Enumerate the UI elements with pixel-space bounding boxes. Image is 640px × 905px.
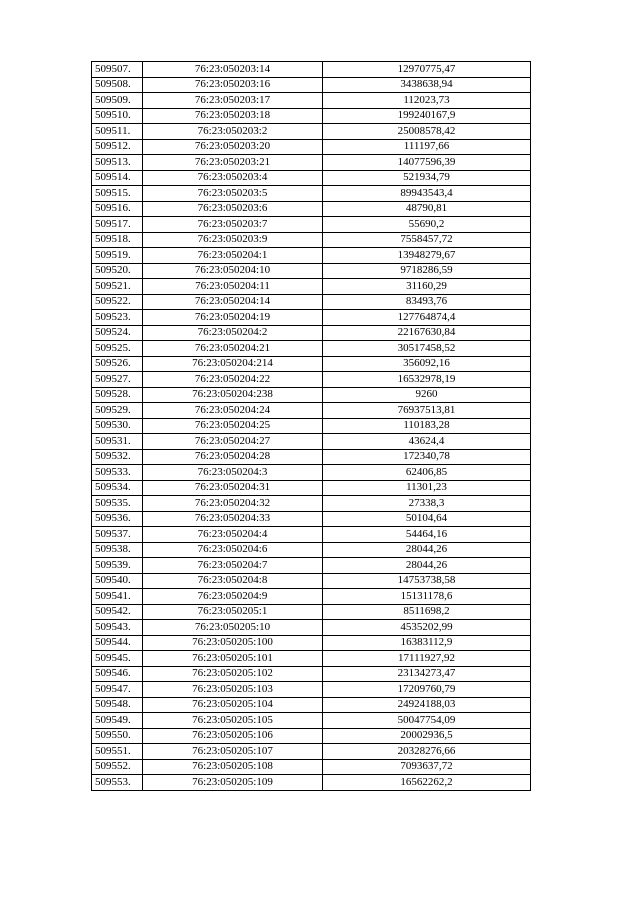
row-number-cell: 509511. — [92, 124, 143, 140]
table-row — [92, 697, 531, 713]
row-number-cell: 509542. — [92, 604, 143, 620]
row-number-cell: 509526. — [92, 356, 143, 372]
value-cell: 76937513,81 — [323, 403, 531, 419]
table-row — [92, 279, 531, 295]
cadastral-number-cell: 76:23:050205:106 — [143, 728, 323, 744]
cadastral-number-cell: 76:23:050204:238 — [143, 387, 323, 403]
value-cell: 16383112,9 — [323, 635, 531, 651]
table-row — [92, 387, 531, 403]
table-row — [92, 310, 531, 326]
cadastral-number-cell: 76:23:050203:17 — [143, 93, 323, 109]
value-cell: 521934,79 — [323, 170, 531, 186]
row-number-cell: 509537. — [92, 527, 143, 543]
table-row — [92, 573, 531, 589]
table-row — [92, 465, 531, 481]
cadastral-number-cell: 76:23:050204:21 — [143, 341, 323, 357]
table-row — [92, 666, 531, 682]
table-row — [92, 217, 531, 233]
table-row — [92, 620, 531, 636]
table-row — [92, 341, 531, 357]
row-number-cell: 509539. — [92, 558, 143, 574]
row-number-cell: 509549. — [92, 713, 143, 729]
row-number-cell: 509546. — [92, 666, 143, 682]
cadastral-number-cell: 76:23:050204:8 — [143, 573, 323, 589]
cadastral-number-cell: 76:23:050205:100 — [143, 635, 323, 651]
value-cell: 50104,64 — [323, 511, 531, 527]
value-cell: 17111927,92 — [323, 651, 531, 667]
cadastral-number-cell: 76:23:050205:102 — [143, 666, 323, 682]
value-cell: 43624,4 — [323, 434, 531, 450]
row-number-cell: 509510. — [92, 108, 143, 124]
row-number-cell: 509531. — [92, 434, 143, 450]
document-page — [91, 61, 530, 791]
row-number-cell: 509543. — [92, 620, 143, 636]
row-number-cell: 509509. — [92, 93, 143, 109]
row-number-cell: 509552. — [92, 759, 143, 775]
table-row — [92, 93, 531, 109]
value-cell: 28044,26 — [323, 558, 531, 574]
value-cell: 9718286,59 — [323, 263, 531, 279]
value-cell: 9260 — [323, 387, 531, 403]
value-cell: 62406,85 — [323, 465, 531, 481]
cadastral-number-cell: 76:23:050204:2 — [143, 325, 323, 341]
cadastral-number-cell: 76:23:050203:2 — [143, 124, 323, 140]
value-cell: 3438638,94 — [323, 77, 531, 93]
cadastral-number-cell: 76:23:050204:24 — [143, 403, 323, 419]
value-cell: 12970775,47 — [323, 62, 531, 78]
cadastral-number-cell: 76:23:050205:101 — [143, 651, 323, 667]
cadastral-number-cell: 76:23:050203:6 — [143, 201, 323, 217]
cadastral-number-cell: 76:23:050204:6 — [143, 542, 323, 558]
cadastral-number-cell: 76:23:050204:19 — [143, 310, 323, 326]
table-row — [92, 62, 531, 78]
table-row — [92, 248, 531, 264]
value-cell: 15131178,6 — [323, 589, 531, 605]
value-cell: 7558457,72 — [323, 232, 531, 248]
value-cell: 14077596,39 — [323, 155, 531, 171]
cadastral-number-cell: 76:23:050204:3 — [143, 465, 323, 481]
table-row — [92, 356, 531, 372]
cadastral-number-cell: 76:23:050203:20 — [143, 139, 323, 155]
row-number-cell: 509516. — [92, 201, 143, 217]
cadastral-number-cell: 76:23:050204:11 — [143, 279, 323, 295]
value-cell: 17209760,79 — [323, 682, 531, 698]
row-number-cell: 509518. — [92, 232, 143, 248]
cadastral-number-cell: 76:23:050203:7 — [143, 217, 323, 233]
table-row — [92, 558, 531, 574]
table-row — [92, 77, 531, 93]
table-body — [92, 62, 531, 791]
value-cell: 89943543,4 — [323, 186, 531, 202]
value-cell: 111197,66 — [323, 139, 531, 155]
row-number-cell: 509551. — [92, 744, 143, 760]
table-row — [92, 263, 531, 279]
cadastral-number-cell: 76:23:050204:33 — [143, 511, 323, 527]
row-number-cell: 509522. — [92, 294, 143, 310]
cadastral-number-cell: 76:23:050205:10 — [143, 620, 323, 636]
cadastral-number-cell: 76:23:050204:7 — [143, 558, 323, 574]
cadastral-number-cell: 76:23:050205:1 — [143, 604, 323, 620]
cadastral-number-cell: 76:23:050204:4 — [143, 527, 323, 543]
row-number-cell: 509535. — [92, 496, 143, 512]
row-number-cell: 509523. — [92, 310, 143, 326]
table-row — [92, 170, 531, 186]
value-cell: 16562262,2 — [323, 775, 531, 791]
table-row — [92, 201, 531, 217]
table-row — [92, 775, 531, 791]
cadastral-number-cell: 76:23:050205:103 — [143, 682, 323, 698]
row-number-cell: 509524. — [92, 325, 143, 341]
table-row — [92, 542, 531, 558]
table-row — [92, 635, 531, 651]
value-cell: 7093637,72 — [323, 759, 531, 775]
value-cell: 127764874,4 — [323, 310, 531, 326]
value-cell: 48790,81 — [323, 201, 531, 217]
value-cell: 22167630,84 — [323, 325, 531, 341]
row-number-cell: 509507. — [92, 62, 143, 78]
table-row — [92, 372, 531, 388]
table-row — [92, 449, 531, 465]
cadastral-number-cell: 76:23:050203:9 — [143, 232, 323, 248]
row-number-cell: 509534. — [92, 480, 143, 496]
value-cell: 356092,16 — [323, 356, 531, 372]
table-row — [92, 744, 531, 760]
table-row — [92, 232, 531, 248]
table-row — [92, 325, 531, 341]
table-row — [92, 511, 531, 527]
row-number-cell: 509519. — [92, 248, 143, 264]
value-cell: 50047754,09 — [323, 713, 531, 729]
table-row — [92, 527, 531, 543]
value-cell: 83493,76 — [323, 294, 531, 310]
value-cell: 28044,26 — [323, 542, 531, 558]
cadastral-number-cell: 76:23:050204:22 — [143, 372, 323, 388]
row-number-cell: 509527. — [92, 372, 143, 388]
cadastral-number-cell: 76:23:050205:105 — [143, 713, 323, 729]
table-row — [92, 651, 531, 667]
row-number-cell: 509508. — [92, 77, 143, 93]
row-number-cell: 509538. — [92, 542, 143, 558]
row-number-cell: 509550. — [92, 728, 143, 744]
value-cell: 55690,2 — [323, 217, 531, 233]
table-row — [92, 139, 531, 155]
value-cell: 4535202,99 — [323, 620, 531, 636]
table-row — [92, 728, 531, 744]
row-number-cell: 509530. — [92, 418, 143, 434]
row-number-cell: 509544. — [92, 635, 143, 651]
row-number-cell: 509515. — [92, 186, 143, 202]
row-number-cell: 509541. — [92, 589, 143, 605]
cadastral-number-cell: 76:23:050203:16 — [143, 77, 323, 93]
value-cell: 172340,78 — [323, 449, 531, 465]
table-row — [92, 480, 531, 496]
cadastral-number-cell: 76:23:050204:9 — [143, 589, 323, 605]
row-number-cell: 509521. — [92, 279, 143, 295]
table-row — [92, 604, 531, 620]
cadastral-number-cell: 76:23:050205:107 — [143, 744, 323, 760]
value-cell: 23134273,47 — [323, 666, 531, 682]
cadastral-number-cell: 76:23:050205:108 — [143, 759, 323, 775]
value-cell: 31160,29 — [323, 279, 531, 295]
table-row — [92, 589, 531, 605]
row-number-cell: 509548. — [92, 697, 143, 713]
table-row — [92, 713, 531, 729]
cadastral-number-cell: 76:23:050204:28 — [143, 449, 323, 465]
cadastral-number-cell: 76:23:050204:10 — [143, 263, 323, 279]
value-cell: 30517458,52 — [323, 341, 531, 357]
table-row — [92, 418, 531, 434]
value-cell: 54464,16 — [323, 527, 531, 543]
row-number-cell: 509512. — [92, 139, 143, 155]
row-number-cell: 509536. — [92, 511, 143, 527]
value-cell: 8511698,2 — [323, 604, 531, 620]
cadastral-number-cell: 76:23:050204:27 — [143, 434, 323, 450]
value-cell: 199240167,9 — [323, 108, 531, 124]
table-row — [92, 682, 531, 698]
row-number-cell: 509529. — [92, 403, 143, 419]
value-cell: 14753738,58 — [323, 573, 531, 589]
table-row — [92, 108, 531, 124]
row-number-cell: 509528. — [92, 387, 143, 403]
row-number-cell: 509545. — [92, 651, 143, 667]
value-cell: 11301,23 — [323, 480, 531, 496]
value-cell: 25008578,42 — [323, 124, 531, 140]
cadastral-number-cell: 76:23:050203:14 — [143, 62, 323, 78]
row-number-cell: 509532. — [92, 449, 143, 465]
table-row — [92, 186, 531, 202]
row-number-cell: 509533. — [92, 465, 143, 481]
cadastral-number-cell: 76:23:050203:4 — [143, 170, 323, 186]
cadastral-number-cell: 76:23:050204:25 — [143, 418, 323, 434]
value-cell: 16532978,19 — [323, 372, 531, 388]
cadastral-number-cell: 76:23:050203:18 — [143, 108, 323, 124]
value-cell: 24924188,03 — [323, 697, 531, 713]
value-cell: 112023,73 — [323, 93, 531, 109]
value-cell: 110183,28 — [323, 418, 531, 434]
cadastral-number-cell: 76:23:050205:104 — [143, 697, 323, 713]
table-row — [92, 496, 531, 512]
table-row — [92, 155, 531, 171]
row-number-cell: 509513. — [92, 155, 143, 171]
row-number-cell: 509540. — [92, 573, 143, 589]
cadastral-number-cell: 76:23:050204:14 — [143, 294, 323, 310]
row-number-cell: 509525. — [92, 341, 143, 357]
cadastral-number-cell: 76:23:050204:32 — [143, 496, 323, 512]
row-number-cell: 509520. — [92, 263, 143, 279]
cadastral-number-cell: 76:23:050204:214 — [143, 356, 323, 372]
cadastral-number-cell: 76:23:050205:109 — [143, 775, 323, 791]
value-cell: 20002936,5 — [323, 728, 531, 744]
cadastral-number-cell: 76:23:050204:1 — [143, 248, 323, 264]
value-cell: 13948279,67 — [323, 248, 531, 264]
table-row — [92, 294, 531, 310]
row-number-cell: 509517. — [92, 217, 143, 233]
cadastral-value-table — [91, 61, 531, 791]
value-cell: 20328276,66 — [323, 744, 531, 760]
table-row — [92, 759, 531, 775]
table-row — [92, 434, 531, 450]
table-row — [92, 403, 531, 419]
cadastral-number-cell: 76:23:050204:31 — [143, 480, 323, 496]
cadastral-number-cell: 76:23:050203:21 — [143, 155, 323, 171]
table-row — [92, 124, 531, 140]
row-number-cell: 509547. — [92, 682, 143, 698]
row-number-cell: 509514. — [92, 170, 143, 186]
row-number-cell: 509553. — [92, 775, 143, 791]
value-cell: 27338,3 — [323, 496, 531, 512]
cadastral-number-cell: 76:23:050203:5 — [143, 186, 323, 202]
